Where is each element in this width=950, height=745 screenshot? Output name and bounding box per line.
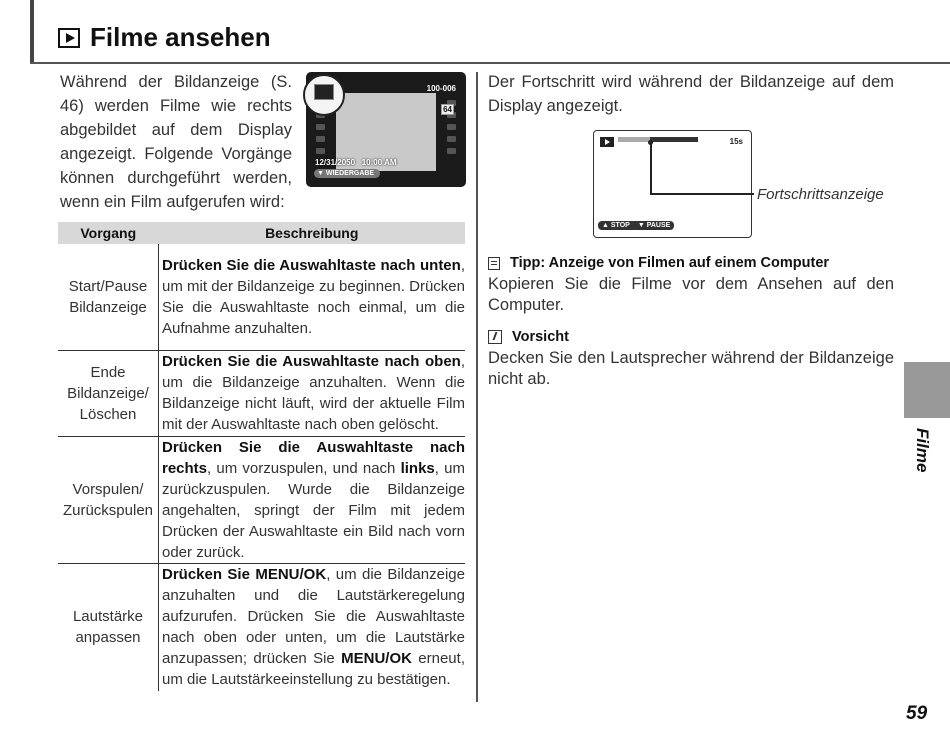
wiedergabe-text: WIEDERGABE bbox=[325, 170, 375, 177]
warning-heading bbox=[488, 329, 569, 345]
table-row bbox=[58, 436, 465, 563]
warning-text: Decken Sie den Lautsprecher während der Bildanzeige nicht ab. bbox=[488, 349, 894, 388]
row-description: Drücken Sie die Auswahltaste nach rechts, um vorzuspulen, und nach links, um zurückzuspulen. Wurde die Bildanzeige angehalten, springt der Film mit jedem Drücken der Auswahltaste ein Bild nach vorn oder zurück. bbox=[159, 436, 466, 563]
caution-icon bbox=[488, 330, 502, 344]
pause-text: PAUSE bbox=[646, 222, 671, 229]
stop-text: STOP bbox=[610, 222, 630, 229]
header-vorgang: Vorgang bbox=[58, 222, 159, 244]
elapsed-seconds: 15s bbox=[729, 137, 743, 146]
row-operation: Lautstärke anpassen bbox=[58, 563, 159, 691]
row-operation: Ende Bildanzeige/ Löschen bbox=[58, 350, 159, 436]
progress-fill bbox=[618, 137, 650, 142]
page-number: 59 bbox=[906, 703, 928, 724]
column-divider bbox=[476, 72, 478, 702]
callout-line-horizontal bbox=[650, 193, 754, 195]
chapter-label: Filme bbox=[913, 428, 932, 473]
title-underline bbox=[30, 62, 950, 64]
table-header-row bbox=[58, 222, 465, 244]
tip-heading-text: Tipp: Anzeige von Filmen auf einem Computer bbox=[510, 255, 830, 271]
callout-line-vertical bbox=[650, 142, 652, 194]
table-row bbox=[58, 563, 465, 691]
row-description: Drücken Sie die Auswahltaste nach unten, um mit der Bildanzeige zu beginnen. Drücken Sie die Auswahltaste noch einmal, um die Aufnahme anzuhalten. bbox=[162, 256, 465, 337]
row-description: Drücken Sie die Auswahltaste nach oben, um die Bildanzeige anzuhalten. Wenn die Bildanzeige nicht läuft, wird der aktuelle Film mit der Auswahltaste nach oben gelöscht. bbox=[159, 350, 466, 436]
control-hints bbox=[598, 221, 674, 230]
header-beschreibung: Beschreibung bbox=[159, 222, 466, 244]
wiedergabe-label: ▼ WIEDERGABE bbox=[314, 169, 380, 178]
frame-counter: 100-006 bbox=[426, 84, 456, 93]
note-icon bbox=[488, 257, 500, 270]
play-icon bbox=[58, 28, 80, 48]
chapter-tab bbox=[904, 362, 950, 418]
progress-paragraph: Der Fortschritt wird während der Bildanzeige auf dem Display angezeigt. bbox=[488, 73, 894, 115]
progress-bar bbox=[618, 137, 698, 142]
camera-datetime bbox=[315, 158, 397, 167]
camera-date: 12/31/2050 bbox=[315, 158, 356, 167]
tip-text: Kopieren Sie die Filme vor dem Ansehen auf den Computer. bbox=[488, 275, 894, 314]
title-accent-bar bbox=[30, 0, 34, 64]
playback-icon bbox=[600, 137, 614, 147]
intro-paragraph: Während der Bildanzeige (S. 46) werden Filme wie rechts abgebildet auf dem Display angezeigt. Folgende Vorgänge können durchgeführt werden, wenn ein Film aufgerufen wird: bbox=[60, 73, 292, 211]
tip-heading bbox=[488, 255, 829, 271]
page-title-text: Filme ansehen bbox=[90, 22, 271, 52]
row-operation: Start/Pause Bildanzeige bbox=[58, 244, 159, 350]
row-description: Drücken Sie MENU/OK, um die Bildanzeige anzuhalten und die Lautstärkeregelung aufzurufen. Drücken Sie die Auswahltaste nach oben oder unten, um die Lautstärke anzupassen; drücken Sie MENU/OK erneut, um die Lautstärkeeinstellung zu bestätigen. bbox=[159, 563, 466, 691]
stop-hint: ▲ STOP bbox=[602, 222, 630, 229]
page-title bbox=[58, 22, 271, 53]
table-row bbox=[58, 350, 465, 436]
warning-heading-text: Vorsicht bbox=[512, 329, 569, 345]
camera-time: 10:00 AM bbox=[361, 158, 397, 167]
table-row bbox=[58, 244, 465, 350]
memory-badge: 64 bbox=[443, 105, 452, 114]
display-illustration bbox=[593, 130, 752, 238]
pause-hint: ▼ PAUSE bbox=[637, 222, 671, 229]
movie-icon bbox=[314, 84, 334, 100]
operations-table bbox=[58, 222, 465, 691]
progress-callout-label: Fortschrittsanzeige bbox=[757, 186, 884, 203]
camera-illustration bbox=[306, 72, 466, 187]
row-operation: Vorspulen/ Zurückspulen bbox=[58, 436, 159, 563]
